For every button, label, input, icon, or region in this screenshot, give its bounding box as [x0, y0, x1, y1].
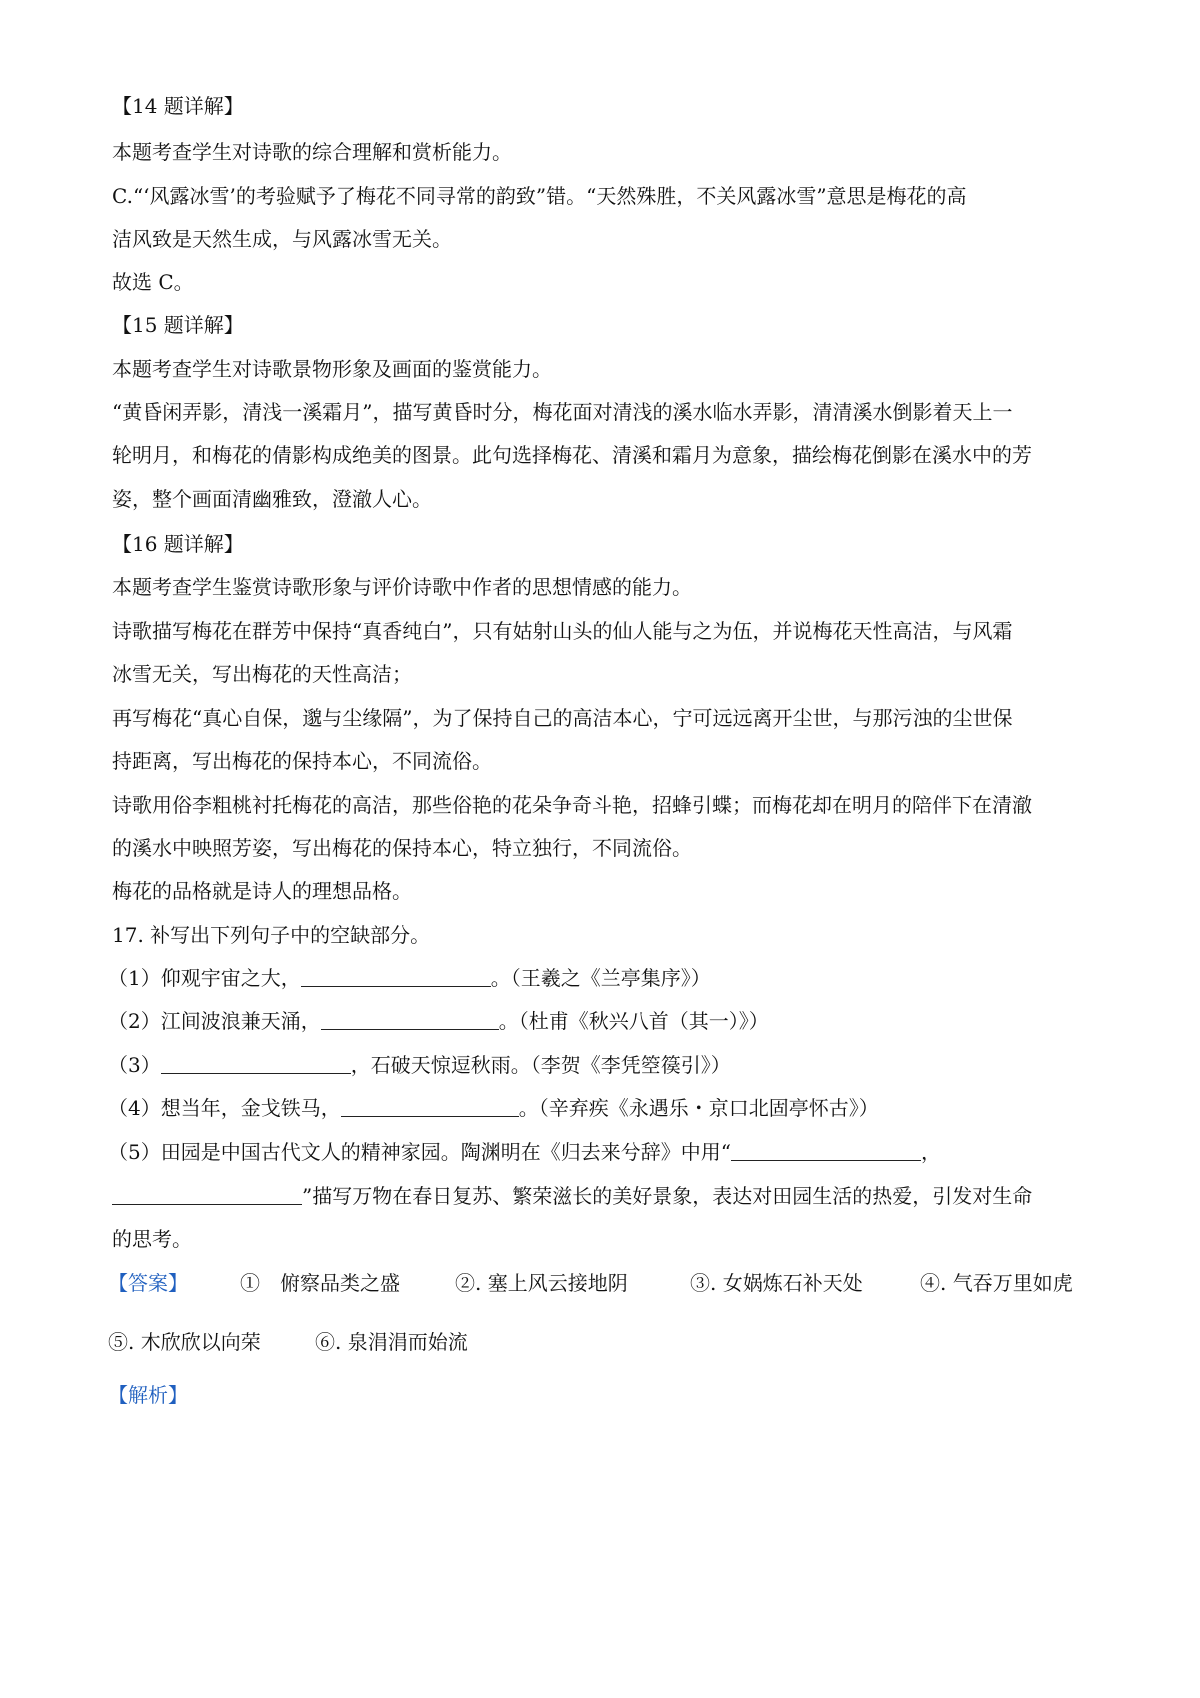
- q14-line2: 洁风致是天然生成，与风露冰雪无关。: [112, 227, 452, 251]
- q17-item-3: [108, 1051, 731, 1079]
- q17-item-3-prefix: （3）: [108, 1053, 161, 1077]
- q16-p3-line1: 诗歌用俗李粗桃衬托梅花的高洁，那些俗艳的花朵争奇斗艳，招蜂引蝶；而梅花却在明月的陪伴下在清澈: [112, 793, 1032, 817]
- q17-item-5-line3: 的思考。: [112, 1227, 192, 1251]
- q17-item-1: [108, 964, 711, 992]
- answer-3: ③. 女娲炼石补天处: [690, 1271, 863, 1295]
- q17-item-4-prefix: （4）想当年，金戈铁马，: [108, 1096, 341, 1120]
- q15-intro: 本题考查学生对诗歌景物形象及画面的鉴赏能力。: [112, 357, 552, 381]
- q15-line3: 姿，整个画面清幽雅致，澄澈人心。: [112, 487, 432, 511]
- q14-heading: 【14 题详解】: [112, 94, 244, 118]
- q16-p2-line1: 再写梅花“真心自保，邈与尘缘隔”，为了保持自己的高洁本心，宁可远远离开尘世，与那污浊的尘世保: [112, 706, 1013, 730]
- q16-p4: 梅花的品格就是诗人的理想品格。: [112, 879, 412, 903]
- q15-line2: 轮明月，和梅花的倩影构成绝美的图景。此句选择梅花、清溪和霜月为意象，描绘梅花倒影在溪水中的芳: [112, 443, 1032, 467]
- q17-item-2-source: 。（杜甫《秋兴八首（其一）》）: [498, 1009, 769, 1033]
- q17-item-2-prefix: （2）江间波浪兼天涌，: [108, 1009, 321, 1033]
- q17-item-1-prefix: （1）仰观宇宙之大，: [108, 966, 301, 990]
- q14-intro: 本题考查学生对诗歌的综合理解和赏析能力。: [112, 140, 512, 164]
- answer-6: ⑥. 泉涓涓而始流: [315, 1330, 468, 1354]
- q16-intro: 本题考查学生鉴赏诗歌形象与评价诗歌中作者的思想情感的能力。: [112, 575, 692, 599]
- answer-blank: [161, 1051, 351, 1074]
- q17-item-2: [108, 1007, 769, 1035]
- q15-line1: “黄昏闲弄影，清浅一溪霜月”，描写黄昏时分，梅花面对清浅的溪水临水弄影，清清溪水倒影着天上一: [112, 400, 1013, 424]
- answer-blank: [731, 1138, 921, 1161]
- q17-item-5-comma: ，: [920, 1140, 941, 1164]
- q17-title: 17. 补写出下列句子中的空缺部分。: [112, 923, 431, 947]
- answer-label: 【答案】: [108, 1271, 188, 1295]
- q16-p2-line2: 持距离，写出梅花的保持本心，不同流俗。: [112, 749, 492, 773]
- answer-blank: [321, 1007, 499, 1030]
- q14-line1: C.“‘风露冰雪’的考验赋予了梅花不同寻常的韵致”错。“天然殊胜，不关风露冰雪”意思是梅花的高: [112, 184, 967, 208]
- answer-blank: [341, 1094, 519, 1117]
- q17-item-1-source: 。（王羲之《兰亭集序》）: [490, 966, 711, 990]
- q14-conclusion: 故选 C。: [112, 270, 194, 294]
- answer-1: ① 俯察品类之盛: [240, 1271, 400, 1295]
- q16-p1-line2: 冰雪无关，写出梅花的天性高洁；: [112, 662, 412, 686]
- q15-heading: 【15 题详解】: [112, 313, 244, 337]
- q16-heading: 【16 题详解】: [112, 532, 244, 556]
- analysis-label: 【解析】: [108, 1383, 188, 1407]
- q17-item-5-text: ”描写万物在春日复苏、繁荣滋长的美好景象，表达对田园生活的热爱，引发对生命: [302, 1184, 1033, 1208]
- q17-item-5-line1: [108, 1138, 941, 1166]
- q16-p1-line1: 诗歌描写梅花在群芳中保持“真香纯白”，只有姑射山头的仙人能与之为伍，并说梅花天性高洁，与风霜: [112, 619, 1013, 643]
- q16-p3-line2: 的溪水中映照芳姿，写出梅花的保持本心，特立独行，不同流俗。: [112, 836, 692, 860]
- answer-5: ⑤. 木欣欣以向荣: [108, 1330, 261, 1354]
- answer-4: ④. 气吞万里如虎: [920, 1271, 1073, 1295]
- answer-2: ②. 塞上风云接地阴: [455, 1271, 628, 1295]
- answer-blank: [301, 964, 491, 987]
- q17-item-3-source: ，石破天惊逗秋雨。（李贺《李凭箜篌引》）: [350, 1053, 731, 1077]
- q17-item-4-source: 。（辛弃疾《永遇乐・京口北固亭怀古》）: [518, 1096, 879, 1120]
- q17-item-5-line2: [112, 1182, 1032, 1210]
- q17-item-4: [108, 1094, 879, 1122]
- answer-blank: [112, 1182, 302, 1205]
- q17-item-5-prefix: （5）田园是中国古代文人的精神家园。陶渊明在《归去来兮辞》中用“: [108, 1140, 731, 1164]
